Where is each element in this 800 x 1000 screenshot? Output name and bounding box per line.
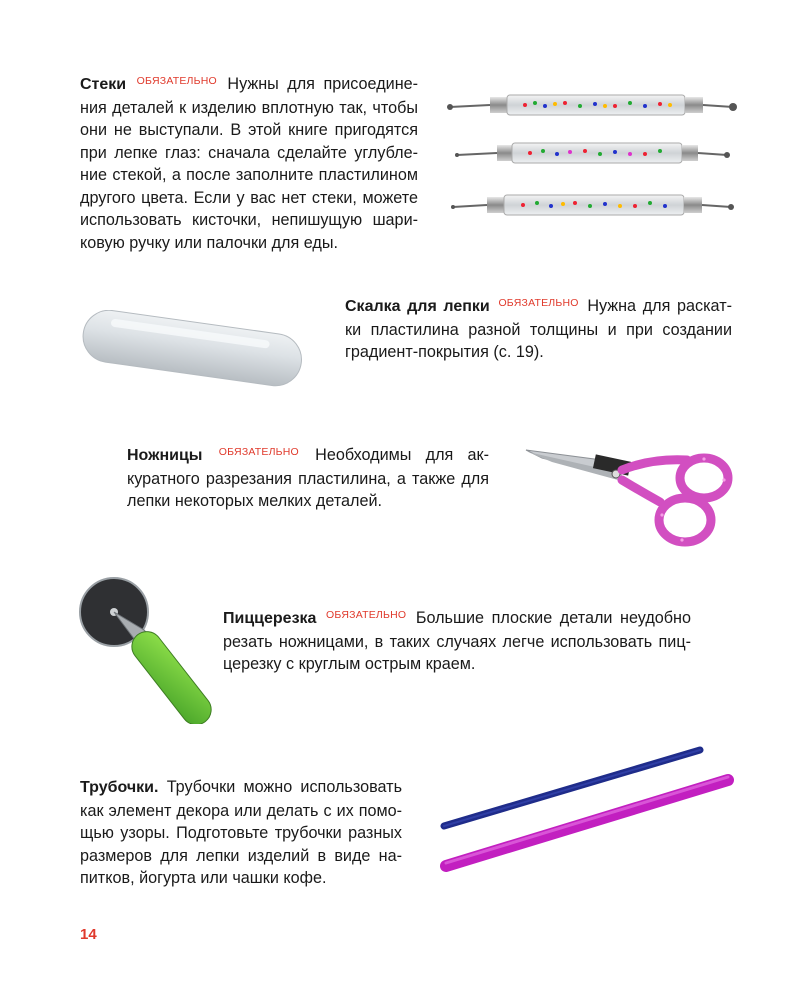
stacks-title: Стеки [80,76,127,93]
scissors-line-2: куратного разрезания пластилина, а также для [127,469,489,488]
stacks-line-2: ния деталей к изделию вплотную так, чтобы [80,98,418,117]
rolling-pin-text [345,292,732,364]
stacks-line-4: при лепке глаз: сначала сделайте углубле- [80,143,418,162]
pizza-cutter-image [78,572,226,724]
rolling-pin-line-2: ки пластилина разной толщины и при создании [345,320,732,339]
stacks-line-5: ние стекой, а после заполните пластилином [80,166,418,184]
section-stacks [80,70,418,254]
stacks-line-1: Нужны для присоедине- [227,75,419,93]
pizza-cutter-line-2: резать ножницами, в таких случаях легче использовать пиц- [223,632,691,651]
dotting-tools-image [445,85,740,225]
dotting-tool-1 [447,95,737,115]
pizza-cutter-title: Пиццерезка [223,610,317,627]
pizza-cutter-line-1: Большие плоские детали неудобно [415,609,691,627]
rolling-pin-line-3: градиент-покрытия (с. 19). [345,343,544,361]
required-badge: ОБЯЗАТЕЛЬНО [326,609,407,621]
stacks-line-8: ковую ручку или палочки для еды. [80,233,338,252]
scissors-line-1: Необходимы для ак- [315,446,490,464]
section-rolling-pin [345,292,732,364]
required-badge: ОБЯЗАТЕЛЬНО [498,297,579,309]
required-badge: ОБЯЗАТЕЛЬНО [218,446,299,458]
pink-straw [446,780,728,866]
straws-line-5: питков, йогурта или чашки кофе. [80,869,327,887]
page-number: 14 [80,926,97,943]
required-badge: ОБЯЗАТЕЛЬНО [136,75,217,87]
scissors-text [127,441,489,513]
rolling-pin-image [78,310,306,390]
stacks-line-3: они не выступали. В этой книге пригодятся [80,121,418,139]
scissors-line-3: лепки некоторых мелких деталей. [127,492,383,510]
straws-line-4: размеров для лепки изделий в виде на- [80,846,402,865]
stacks-line-7: использовать кисточки, непишущую шари- [80,211,418,229]
rolling-pin-title: Скалка для лепки [345,298,490,315]
dotting-tool-2 [455,143,730,163]
section-scissors [127,441,489,513]
straws-title: Трубочки. [80,779,159,796]
scissors-title: Ножницы [127,447,203,464]
scissors-image [522,440,737,555]
dotting-tool-3 [451,195,734,215]
stacks-line-6: другого цвета. Если у вас нет стеки, можете [80,188,418,207]
straws-line-1: Трубочки можно использовать [166,778,402,796]
rolling-pin-line-1: Нужна для раскат- [587,297,733,315]
stacks-text [80,70,418,254]
straws-line-3: щью узоры. Подготовьте трубочки разных [80,824,402,842]
straws-text [80,776,402,890]
straws-image [438,742,738,874]
section-pizza-cutter [223,604,691,676]
pizza-cutter-line-3: церезку с круглым острым краем. [223,655,476,673]
pizza-cutter-text [223,604,691,676]
section-straws [80,776,402,890]
straws-line-2: как элемент декора или делать с их помо- [80,801,402,820]
